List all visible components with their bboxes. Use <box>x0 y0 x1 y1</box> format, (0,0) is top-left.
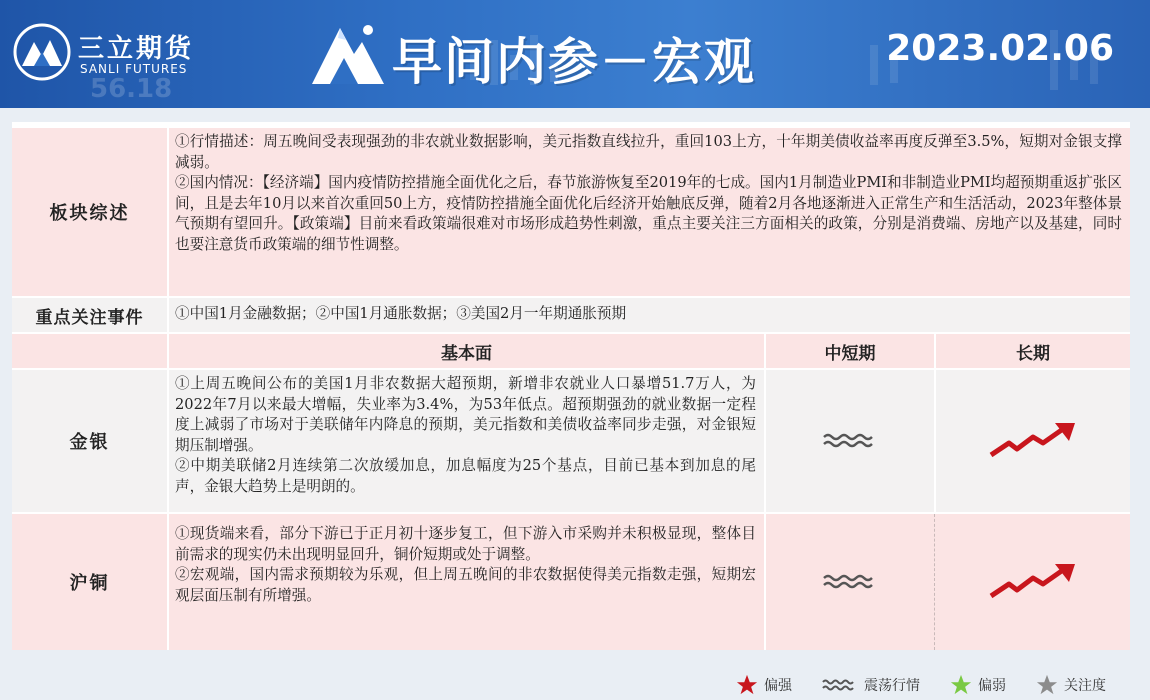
legend-strong <box>736 674 792 696</box>
table-header-blank <box>12 334 167 368</box>
copper-short-term <box>764 514 934 650</box>
mountain-icon <box>310 18 386 88</box>
gold-silver-short-term <box>764 370 934 512</box>
gold-silver-fundamentals <box>167 370 764 512</box>
row-name-copper: 沪铜 <box>12 514 167 650</box>
report-panel <box>12 122 1130 650</box>
wave-icon <box>822 572 878 592</box>
legend-weak <box>950 674 1006 696</box>
wave-icon <box>822 678 858 692</box>
copper-long-term <box>934 514 1130 650</box>
header-banner <box>0 0 1150 108</box>
green-star-icon <box>950 674 972 696</box>
overview-paragraph-2: ②国内情况：【经济端】国内疫情防控措施全面优化之后，春节旅游恢复至2019年的七成。国内1月制造业PMI和非制造业PMI均超预期重返扩张区间，且是去年10月以来首次重回50上方，疫情防控措施全面优化后经济开始触底反弹，随着2月各地逐渐进入正常生产和生活活动，2023年整体景气预期有望回升。【政策端】目前来看政策端很难对市场形成趋势性刺激，重点主要关注三方面相关的政策，分别是消费端、房地产以及基建，同时也要注意货币政策端的细节性调整。 <box>175 174 1122 253</box>
copper-fundamentals <box>167 514 764 650</box>
gold-silver-long-term <box>934 370 1130 512</box>
table-row <box>12 370 1130 512</box>
table-header-row <box>12 334 1130 368</box>
uptrend-arrow-icon <box>987 421 1079 461</box>
legend <box>706 672 1106 698</box>
page-title: 早间内参－宏观 <box>392 33 756 91</box>
col-fundamentals: 基本面 <box>167 334 764 368</box>
copper-paragraph-1: ①现货端来看，部分下游已于正月初十逐步复工，但下游入市采购并未积极显现，整体目前需求的现实仍未出现明显回升，铜价短期或处于调整。 <box>175 525 756 563</box>
col-short-term: 中短期 <box>764 334 934 368</box>
table-row <box>12 514 1130 650</box>
grey-star-icon <box>1036 674 1058 696</box>
overview-label: 板块综述 <box>12 128 167 296</box>
legend-oscillate-label: 震荡行情 <box>864 678 920 694</box>
legend-weak-label: 偏弱 <box>978 678 1006 694</box>
events-content: ①中国1月金融数据；②中国1月通胀数据；③美国2月一年期通胀预期 <box>167 298 1130 332</box>
gold-silver-paragraph-2: ②中期美联储2月连续第二次放缓加息，加息幅度为25个基点，目前已基本到加息的尾声，金银大趋势上是明朗的。 <box>175 457 756 495</box>
events-row <box>12 298 1130 332</box>
gold-silver-paragraph-1: ①上周五晚间公布的美国1月非农数据大超预期，新增非农就业人口暴增51.7万人，为2022年7月以来最大增幅，失业率为3.4%，为53年低点。超预期强劲的就业数据一定程度上减弱了市场对于美联储年内降息的预期，美元指数和美债收益率同步走强，对金银短期压制增强。 <box>175 375 756 454</box>
row-name-gold-silver: 金银 <box>12 370 167 512</box>
copper-paragraph-2: ②宏观端，国内需求预期较为乐观，但上周五晚间的非农数据使得美元指数走强，短期宏观层面压制有所增强。 <box>175 566 756 604</box>
red-star-icon <box>736 674 758 696</box>
overview-content <box>167 128 1130 296</box>
col-long-term: 长期 <box>934 334 1130 368</box>
sanli-logo-icon <box>12 22 72 82</box>
legend-strong-label: 偏强 <box>764 678 792 694</box>
legend-watch-label: 关注度 <box>1064 678 1106 694</box>
wave-icon <box>822 431 878 451</box>
legend-watch <box>1036 674 1106 696</box>
logo-chinese-name: 三立期货 <box>78 34 195 64</box>
overview-paragraph-1: ①行情描述：周五晚间受表现强劲的非农就业数据影响，美元指数直线拉升，重回103上方，十年期美债收益率再度反弹至3.5%，短期对金银支撑减弱。 <box>175 133 1122 171</box>
events-label: 重点关注事件 <box>12 298 167 332</box>
logo-english-name: SANLI FUTURES <box>80 62 188 76</box>
legend-oscillate <box>822 675 920 695</box>
background-number: 56.18 <box>90 74 173 104</box>
uptrend-arrow-icon <box>987 562 1079 602</box>
overview-row <box>12 128 1130 296</box>
report-date: 2023.02.06 <box>886 28 1114 69</box>
